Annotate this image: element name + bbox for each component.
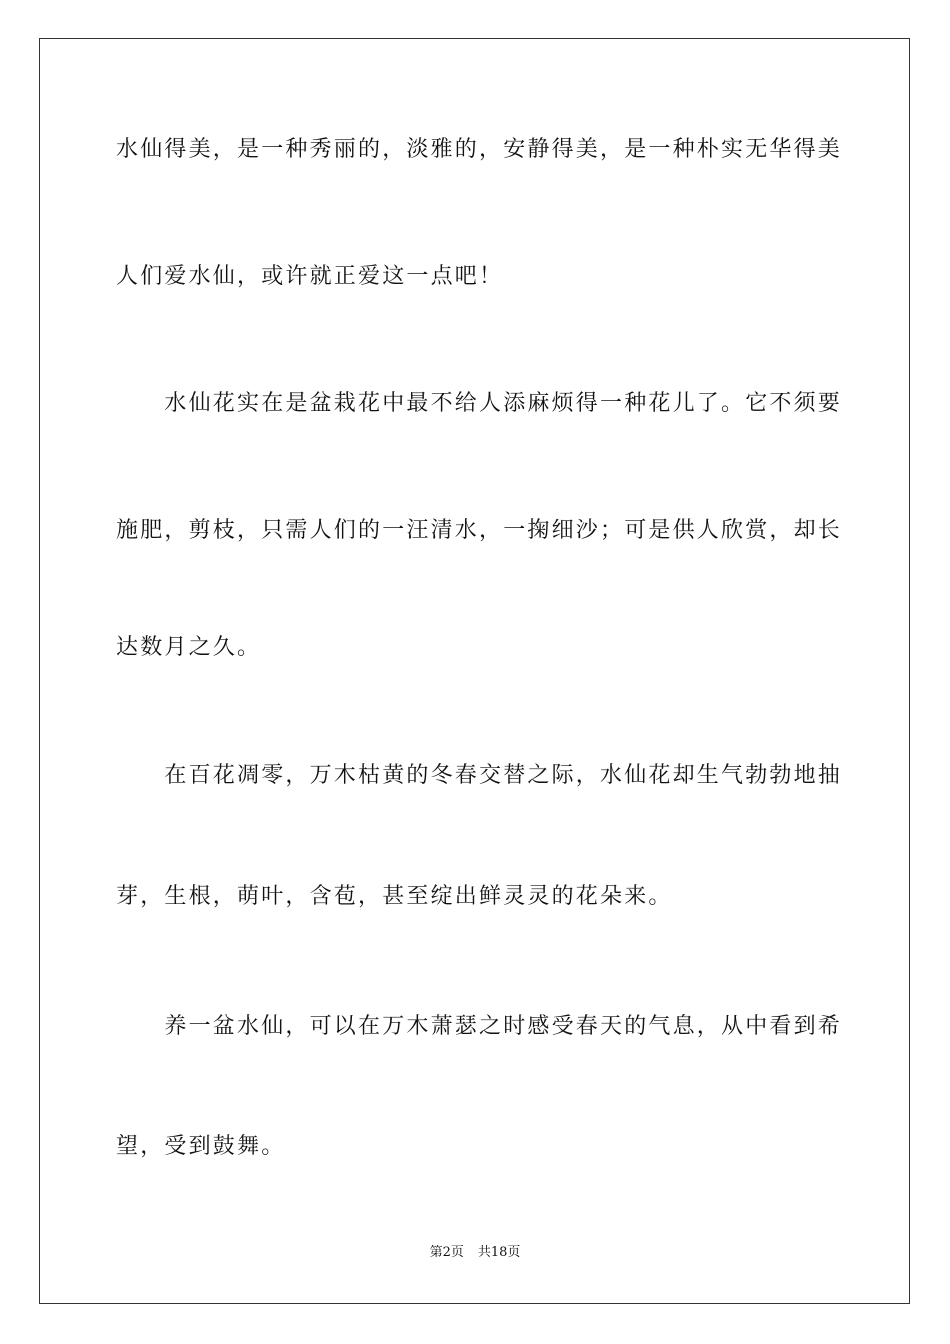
page-footer [0,1244,950,1262]
body-line-4: 施肥，剪枝，只需人们的一汪清水，一掬细沙；可是供人欣赏，却长 [116,518,843,543]
body-line-2: 人们爱水仙，或许就正爱这一点吧！ [116,264,504,289]
page-number: 第2页 [429,1245,464,1260]
body-line-1: 水仙得美，是一种秀丽的，淡雅的，安静得美，是一种朴实无华得美 [116,137,843,162]
body-line-6: 在百花凋零，万木枯黄的冬春交替之际，水仙花却生气勃勃地抽 [116,763,843,788]
body-line-7: 芽，生根，萌叶，含苞，甚至绽出鲜灵灵的花朵来。 [116,884,673,909]
body-line-5: 达数月之久。 [116,635,262,660]
page-border [39,38,910,1304]
body-line-3: 水仙花实在是盆栽花中最不给人添麻烦得一种花儿了。它不须要 [116,391,843,416]
body-line-9: 望，受到鼓舞。 [116,1134,286,1159]
page-total: 共18页 [477,1245,521,1260]
body-line-8: 养一盆水仙，可以在万木萧瑟之时感受春天的气息，从中看到希 [116,1014,843,1039]
